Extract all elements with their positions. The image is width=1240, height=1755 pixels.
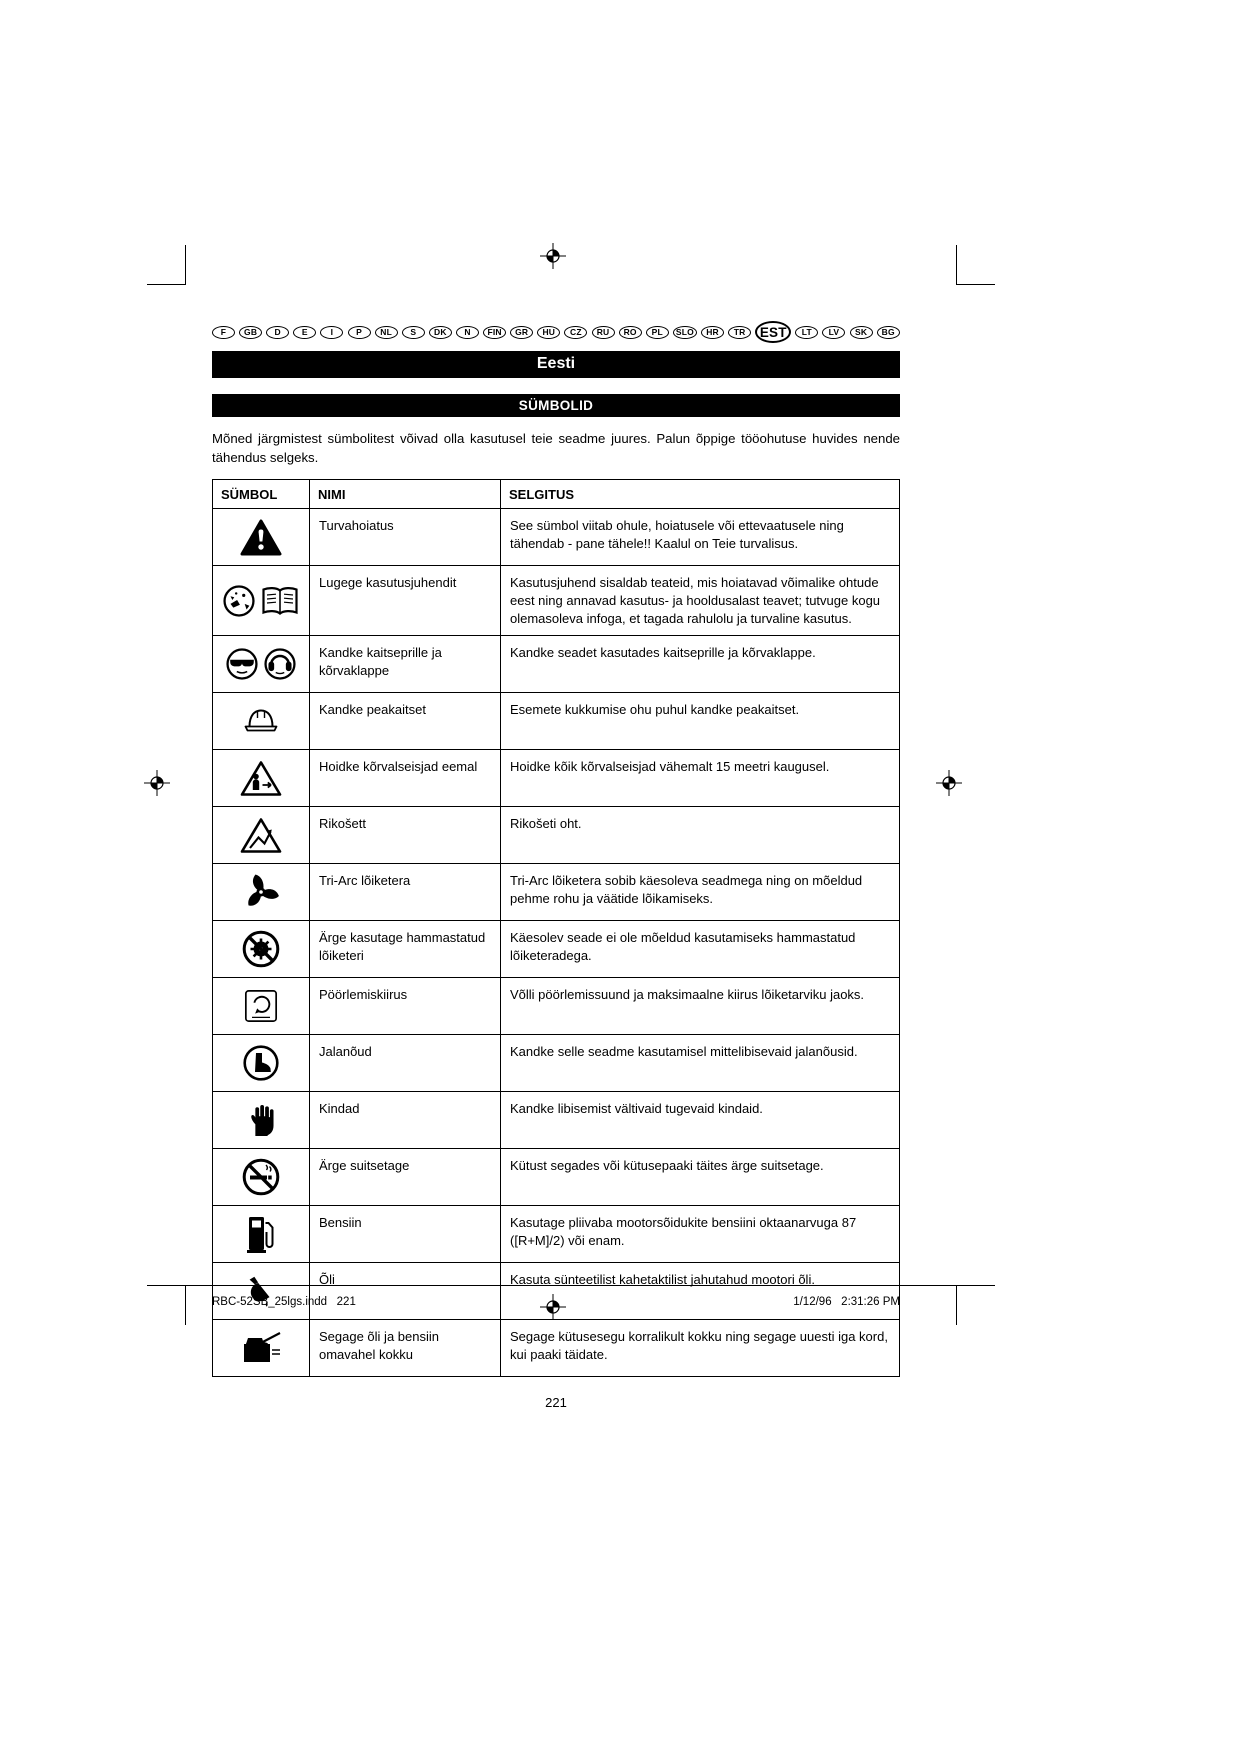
language-badge-fin: FIN: [483, 326, 506, 339]
bystanders-icon: [240, 760, 282, 797]
symbol-cell: [213, 566, 310, 636]
table-row: [213, 509, 900, 566]
symbol-cell: [213, 978, 310, 1035]
symbol-explanation: Kasutusjuhend sisaldab teateid, mis hoiatavad võimalike ohtude eest ning annavad kasutus- ja hooldusalast teavet; tutvuge kogu olemasoleva infoga, et tagada rahulolu ja turvaline kasutus.: [501, 566, 900, 636]
language-badges: [212, 320, 900, 344]
page-footer: [212, 1296, 900, 1308]
page-title: [212, 351, 900, 378]
symbol-name: Bensiin: [310, 1206, 501, 1263]
symbol-explanation: Tri-Arc lõiketera sobib käesoleva seadmega ning on mõeldud pehme rohu ja väätide lõikamiseks.: [501, 864, 900, 921]
table-row: [213, 1206, 900, 1263]
goggles-icon: [225, 647, 259, 681]
symbol-cell: [213, 1035, 310, 1092]
footer-filename: RBC-52SB_25lgs.indd 221: [212, 1296, 356, 1308]
mix-fuel-icon: [238, 1330, 284, 1366]
language-badge-hu: HU: [537, 326, 560, 339]
symbol-cell: [213, 864, 310, 921]
symbol-explanation: Kütust segades või kütusepaaki täites ärge suitsetage.: [501, 1149, 900, 1206]
symbol-explanation: Kasuta sünteetilist kahetaktilist jahutahud mootori õli.: [501, 1263, 900, 1320]
table-row: [213, 1149, 900, 1206]
symbol-cell: [213, 807, 310, 864]
symbol-name: Pöörlemiskiirus: [310, 978, 501, 1035]
no-toothed-blade-icon: [241, 929, 281, 969]
symbol-name: Kandke kaitseprille ja kõrvaklappe: [310, 636, 501, 693]
symbol-name: Turvahoiatus: [310, 509, 501, 566]
language-badge-d: D: [266, 326, 289, 339]
crop-mark: [956, 1285, 995, 1286]
registration-mark-icon: [540, 243, 566, 269]
warning-triangle-icon: [240, 519, 282, 556]
language-badge-ro: RO: [619, 326, 642, 339]
crop-mark: [956, 1285, 957, 1325]
symbol-name: Jalanõud: [310, 1035, 501, 1092]
table-row: [213, 1320, 900, 1377]
symbol-name: Lugege kasutusjuhendit: [310, 566, 501, 636]
table-row: [213, 1092, 900, 1149]
crop-mark: [185, 245, 186, 285]
no-smoking-icon: [241, 1157, 281, 1197]
page-title-label: Eesti: [536, 355, 576, 372]
language-badge-e: E: [293, 326, 316, 339]
col-header-symbol: SÜMBOL: [213, 480, 310, 509]
table-row: [213, 1035, 900, 1092]
language-badge-s: S: [402, 326, 425, 339]
crop-mark: [956, 284, 995, 285]
language-badge-nl: NL: [375, 326, 398, 339]
language-badge-i: I: [320, 326, 343, 339]
crop-mark: [147, 1285, 186, 1286]
language-badge-ru: RU: [592, 326, 615, 339]
thrown-objects-icon: [222, 584, 256, 618]
section-title: [212, 394, 900, 417]
table-row: [213, 921, 900, 978]
language-badge-gr: GR: [510, 326, 533, 339]
language-badge-est: EST: [755, 321, 791, 343]
section-title-label: SÜMBOLID: [518, 398, 594, 413]
table-row: [213, 693, 900, 750]
symbol-cell: [213, 509, 310, 566]
registration-mark-icon: [936, 770, 962, 796]
language-badge-lv: LV: [822, 326, 845, 339]
symbol-cell: [213, 693, 310, 750]
footer-timestamp: 1/12/96 2:31:26 PM: [793, 1296, 900, 1308]
read-manual-icon: [260, 585, 300, 617]
table-row: [213, 750, 900, 807]
rotation-speed-icon: [243, 988, 279, 1024]
symbol-explanation: Segage kütusesegu korralikult kokku ning segage uuesti iga kord, kui paaki täidate.: [501, 1320, 900, 1377]
col-header-explanation: SELGITUS: [501, 480, 900, 509]
symbol-name: Kindad: [310, 1092, 501, 1149]
language-badge-tr: TR: [728, 326, 751, 339]
symbol-cell: [213, 636, 310, 693]
language-badge-lt: LT: [795, 326, 818, 339]
tri-arc-blade-icon: [241, 872, 281, 912]
page-content: [212, 320, 900, 1410]
symbol-name: Tri-Arc lõiketera: [310, 864, 501, 921]
col-header-name: NIMI: [310, 480, 501, 509]
language-badge-gb: GB: [239, 326, 262, 339]
symbol-cell: [213, 1263, 310, 1320]
symbol-cell: [213, 1206, 310, 1263]
symbol-cell: [213, 750, 310, 807]
language-badge-sk: SK: [850, 326, 873, 339]
crop-mark: [956, 245, 957, 285]
symbol-explanation: Kandke selle seadme kasutamisel mittelibisevaid jalanõusid.: [501, 1035, 900, 1092]
symbol-explanation: Kandke seadet kasutades kaitseprille ja kõrvaklappe.: [501, 636, 900, 693]
boots-icon: [242, 1044, 280, 1082]
symbol-name: Rikošett: [310, 807, 501, 864]
symbol-name: Ärge suitsetage: [310, 1149, 501, 1206]
gloves-icon: [245, 1102, 277, 1138]
language-badge-bg: BG: [877, 326, 900, 339]
language-badge-n: N: [456, 326, 479, 339]
page-number: 221: [545, 1395, 567, 1411]
symbols-table: [212, 479, 900, 1377]
table-row: [213, 1263, 900, 1320]
language-badge-f: F: [212, 326, 235, 339]
table-header-row: [213, 480, 900, 509]
table-row: [213, 566, 900, 636]
symbol-explanation: Rikošeti oht.: [501, 807, 900, 864]
symbol-name: Kandke peakaitset: [310, 693, 501, 750]
intro-text: Mõned järgmistest sümbolitest võivad olla kasutusel teie seadme juures. Palun õppige tööohutuse huvides nende tähendus selgeks.: [212, 431, 900, 465]
symbol-cell: [213, 1092, 310, 1149]
language-badge-slo: SLO: [673, 326, 697, 339]
symbol-cell: [213, 1149, 310, 1206]
table-row: [213, 807, 900, 864]
symbol-name: Ärge kasutage hammastatud lõiketeri: [310, 921, 501, 978]
symbol-explanation: Võlli pöörlemissuund ja maksimaalne kiirus lõiketarviku jaoks.: [501, 978, 900, 1035]
ear-protection-icon: [263, 647, 297, 681]
language-badge-p: P: [348, 326, 371, 339]
fuel-pump-icon: [246, 1214, 276, 1254]
table-row: [213, 978, 900, 1035]
symbol-cell: [213, 921, 310, 978]
language-badge-pl: PL: [646, 326, 669, 339]
symbol-name: Hoidke kõrvalseisjad eemal: [310, 750, 501, 807]
table-row: [213, 636, 900, 693]
symbol-cell: [213, 1320, 310, 1377]
symbol-name: Õli: [310, 1263, 501, 1320]
symbol-explanation: Kasutage pliivaba mootorsõidukite bensiini oktaanarvuga 87 ([R+M]/2) või enam.: [501, 1206, 900, 1263]
symbol-explanation: Hoidke kõik kõrvalseisjad vähemalt 15 meetri kaugusel.: [501, 750, 900, 807]
hard-hat-icon: [242, 706, 280, 736]
symbol-explanation: Esemete kukkumise ohu puhul kandke peakaitset.: [501, 693, 900, 750]
language-badge-hr: HR: [701, 326, 724, 339]
language-badge-cz: CZ: [564, 326, 587, 339]
crop-mark: [147, 284, 186, 285]
symbol-explanation: Kandke libisemist vältivaid tugevaid kindaid.: [501, 1092, 900, 1149]
symbol-explanation: See sümbol viitab ohule, hoiatusele või ettevaatusele ning tähendab - pane tähele!! Kaalul on Teie turvalisus.: [501, 509, 900, 566]
symbol-explanation: Käesolev seade ei ole mõeldud kasutamiseks hammastatud lõiketeradega.: [501, 921, 900, 978]
ricochet-icon: [240, 817, 282, 854]
table-row: [213, 864, 900, 921]
crop-mark: [185, 1285, 186, 1325]
registration-mark-icon: [144, 770, 170, 796]
language-badge-dk: DK: [429, 326, 452, 339]
symbol-name: Segage õli ja bensiin omavahel kokku: [310, 1320, 501, 1377]
